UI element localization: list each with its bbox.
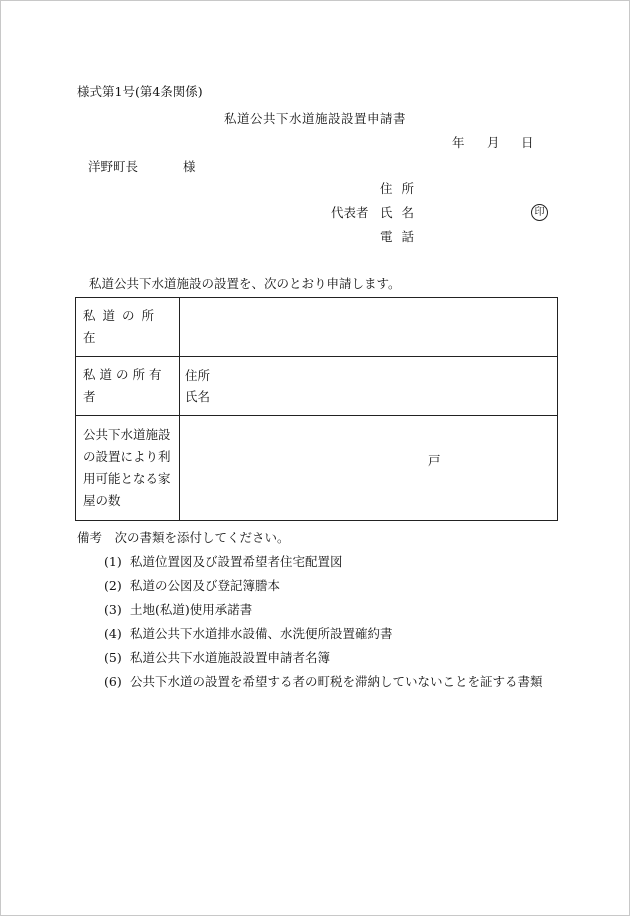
remark-item (104, 674, 543, 690)
remark-text: 私道位置図及び設置希望者住宅配置図 (130, 554, 343, 569)
location-label: 私道の所在 (76, 298, 180, 357)
intro-text: 私道公共下水道施設の設置を、次のとおり申請します。 (89, 276, 401, 291)
date-month-label: 月 (487, 135, 500, 150)
owner-name-label: 氏名 (185, 388, 211, 404)
addressee-name: 洋野町長 (88, 159, 139, 174)
houses-value-cell[interactable] (180, 415, 558, 520)
owner-label: 私道の所有者 (76, 356, 180, 415)
remark-item (104, 578, 280, 594)
remark-text: 土地(私道)使用承諾書 (130, 602, 253, 617)
houses-label: 公共下水道施設の設置により利用可能となる家屋の数 (76, 415, 180, 520)
remark-item (104, 554, 343, 570)
remark-number: (2) (104, 578, 122, 593)
document-title: 私道公共下水道施設設置申請書 (223, 111, 406, 126)
seal-icon: 印 (531, 204, 548, 221)
remark-text: 公共下水道の設置を希望する者の町税を滞納していないことを証する書類 (130, 674, 543, 689)
remarks-heading: 備考 次の書類を添付してください。 (77, 530, 290, 545)
owner-address-label: 住所 (185, 367, 211, 383)
date-year-label: 年 (452, 135, 465, 150)
remark-item (104, 650, 330, 666)
applicant-address-label: 住所 (380, 181, 424, 196)
date-day-label: 日 (521, 135, 534, 150)
remark-text: 私道公共下水道施設設置申請者名簿 (130, 650, 331, 665)
table-row-owner (76, 356, 558, 415)
applicant-phone-label: 電話 (380, 229, 424, 244)
applicant-name-label: 氏名 (380, 205, 424, 220)
table-row-houses (76, 415, 558, 520)
representative-label: 代表者 (331, 205, 369, 220)
remark-item (104, 602, 252, 618)
application-table (75, 297, 558, 521)
remark-number: (1) (104, 554, 122, 569)
houses-unit-label: 戸 (428, 452, 441, 468)
owner-value-cell[interactable] (180, 356, 558, 415)
remark-number: (5) (104, 650, 122, 665)
remark-number: (6) (104, 674, 122, 689)
remark-text: 私道公共下水道排水設備、水洗便所設置確約書 (130, 626, 393, 641)
table-row-location (76, 298, 558, 357)
remark-item (104, 626, 393, 642)
addressee-honorific: 様 (183, 159, 196, 174)
form-number: 様式第1号(第4条関係) (77, 84, 203, 99)
remark-number: (4) (104, 626, 122, 641)
remark-number: (3) (104, 602, 122, 617)
location-value-cell[interactable] (180, 298, 558, 357)
remark-text: 私道の公図及び登記簿謄本 (130, 578, 281, 593)
